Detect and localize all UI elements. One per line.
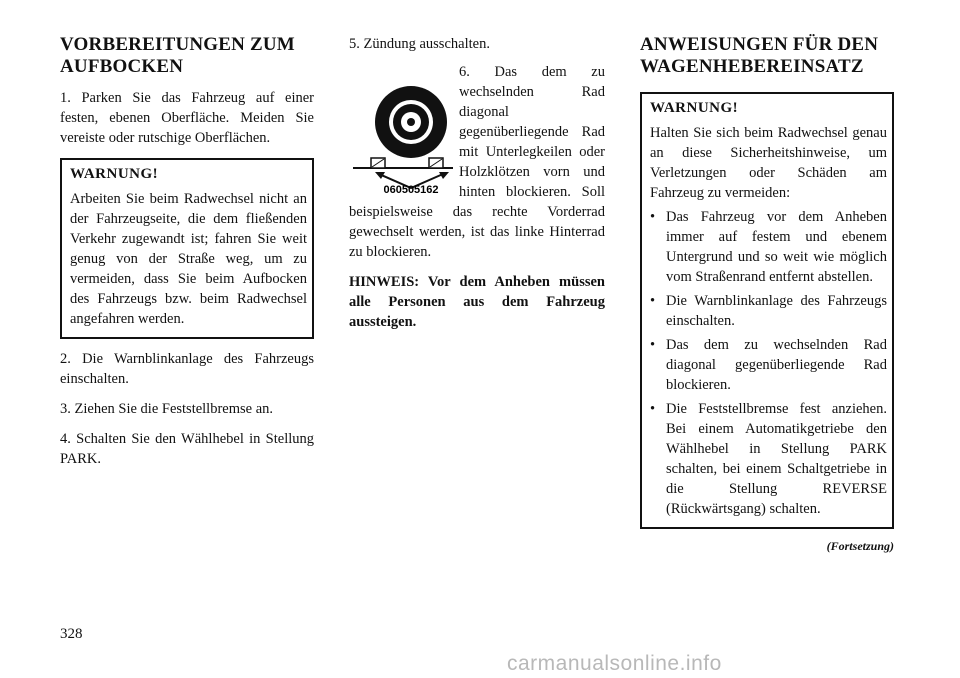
step-3: 3. Ziehen Sie die Feststellbremse an. xyxy=(60,401,274,417)
page-number: 328 xyxy=(60,626,83,642)
step-2: 2. Die Warnblinkanlage des Fahrzeugs einschalten. xyxy=(60,351,314,387)
warning-box-traffic xyxy=(60,158,314,339)
warning-bullet: • Das Fahrzeug vor dem Anheben immer auf festem und ebenem Untergrund und so weit wie möglich vom Straßenrand entfernt abstellen. xyxy=(650,207,887,287)
right-column xyxy=(640,34,894,554)
warning-bullet: • Die Warnblinkanlage des Fahrzeugs einschalten. xyxy=(650,291,887,331)
warning-box-jack xyxy=(640,92,894,529)
section-heading-preparation: VORBEREITUNGEN ZUM AUFBOCKEN xyxy=(60,34,295,77)
wheel-chock-illustration xyxy=(349,62,453,194)
step-4: 4. Schalten Sie den Wählhebel in Stellung PARK. xyxy=(60,431,314,467)
warning-intro: Halten Sie sich beim Radwechsel genau an diese Sicherheitshinweise, um Verletzungen oder Schäden am Fahrzeug zu vermeiden: xyxy=(650,125,887,201)
wheel-chock-figure xyxy=(349,62,453,194)
step-5: 5. Zündung ausschalten. xyxy=(349,36,490,52)
section-heading-jack: ANWEISUNGEN FÜR DEN WAGENHEBEREINSATZ xyxy=(640,34,879,77)
warning-bullet: • Die Feststellbremse fest anziehen. Bei einem Automatikgetriebe den Wählhebel in Stellung PARK schalten, bei einem Schaltgetriebe in die Stellung REVERSE (Rückwärtsgang) schalten. xyxy=(650,399,887,519)
warning-text: Arbeiten Sie beim Radwechsel nicht an der Fahrzeugseite, die dem fließenden Verkehr zugewandt ist; fahren Sie weit genug von der Straße weg, um zu vermeiden, dass Sie beim Aufbocken des Fahrzeugs bzw. beim Radwechsel angefahren werden. xyxy=(70,191,307,327)
left-column xyxy=(60,34,314,479)
middle-column xyxy=(349,34,605,332)
warning-title: WARNUNG! xyxy=(70,166,159,182)
warning-bullet: • Das dem zu wechselnden Rad diagonal gegenüberliegende Rad blockieren. xyxy=(650,335,887,395)
figure-code: 060505162 xyxy=(383,184,439,194)
watermark: carmanualsonline.info xyxy=(507,652,722,675)
continued-label: (Fortsetzung) xyxy=(826,539,894,553)
step-6: 6. Das dem zu wechselnden Rad diagonal gegenüberliegende Rad mit Unterlegkeilen oder Holzklötzen vorn und hinten blockieren. Soll beispielsweise das rechte Vorderrad gewechselt werden, ist das linke Hinterrad zu blockieren. xyxy=(349,64,605,260)
note-hinweis: HINWEIS: Vor dem Anheben müssen alle Personen aus dem Fahrzeug aussteigen. xyxy=(349,274,605,330)
warning-title: WARNUNG! xyxy=(650,100,739,116)
step-1: 1. Parken Sie das Fahrzeug auf einer festen, ebenen Oberfläche. Meiden Sie vereiste oder rutschige Oberflächen. xyxy=(60,90,314,146)
